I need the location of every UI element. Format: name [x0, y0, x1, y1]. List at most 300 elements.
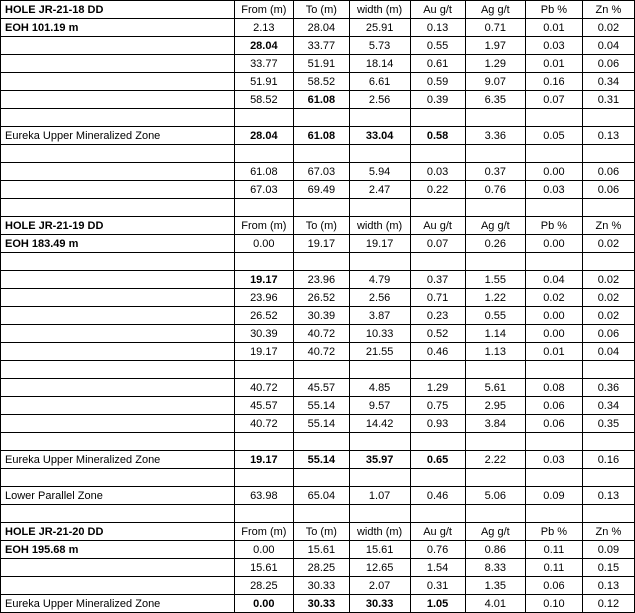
cell-pb: Pb % — [526, 523, 583, 541]
table-row — [1, 199, 635, 217]
cell-au: 0.65 — [410, 451, 465, 469]
table-row — [1, 145, 635, 163]
cell-ag: 0.55 — [465, 307, 525, 325]
cell-from: 33.77 — [234, 55, 293, 73]
cell-au — [410, 505, 465, 523]
cell-ag — [465, 433, 525, 451]
cell-width: 12.65 — [349, 559, 410, 577]
cell-from: 28.25 — [234, 577, 293, 595]
cell-label — [1, 181, 235, 199]
cell-ag: Ag g/t — [465, 523, 525, 541]
cell-pb: Pb % — [526, 217, 583, 235]
cell-ag: 3.84 — [465, 415, 525, 433]
cell-ag — [465, 145, 525, 163]
cell-width — [349, 109, 410, 127]
cell-from: 40.72 — [234, 379, 293, 397]
cell-pb: 0.06 — [526, 415, 583, 433]
table-row — [1, 91, 635, 109]
cell-au: 0.52 — [410, 325, 465, 343]
cell-label — [1, 199, 235, 217]
cell-to: 55.14 — [293, 451, 349, 469]
cell-zn: 0.06 — [582, 163, 634, 181]
cell-ag: 2.22 — [465, 451, 525, 469]
cell-from: 28.04 — [234, 37, 293, 55]
cell-ag: 0.86 — [465, 541, 525, 559]
cell-au: 0.23 — [410, 307, 465, 325]
cell-from: 30.39 — [234, 325, 293, 343]
cell-label — [1, 433, 235, 451]
cell-ag: 0.37 — [465, 163, 525, 181]
cell-width: 19.17 — [349, 235, 410, 253]
cell-label — [1, 469, 235, 487]
cell-label — [1, 271, 235, 289]
cell-width: 4.79 — [349, 271, 410, 289]
cell-width: 4.85 — [349, 379, 410, 397]
cell-width: width (m) — [349, 523, 410, 541]
cell-ag: 5.61 — [465, 379, 525, 397]
cell-ag: 9.07 — [465, 73, 525, 91]
cell-au: 0.37 — [410, 271, 465, 289]
cell-width — [349, 145, 410, 163]
cell-from: 19.17 — [234, 343, 293, 361]
cell-ag: 1.35 — [465, 577, 525, 595]
cell-width: 5.73 — [349, 37, 410, 55]
cell-pb: 0.05 — [526, 127, 583, 145]
cell-pb: 0.10 — [526, 595, 583, 613]
cell-width — [349, 433, 410, 451]
cell-pb: 0.01 — [526, 55, 583, 73]
cell-zn: 0.02 — [582, 235, 634, 253]
cell-to — [293, 109, 349, 127]
cell-label — [1, 307, 235, 325]
cell-pb — [526, 253, 583, 271]
cell-zn — [582, 199, 634, 217]
cell-to: 19.17 — [293, 235, 349, 253]
table-row — [1, 415, 635, 433]
table-row — [1, 487, 635, 505]
cell-from: 15.61 — [234, 559, 293, 577]
cell-to: 45.57 — [293, 379, 349, 397]
cell-to: 33.77 — [293, 37, 349, 55]
cell-width: 9.57 — [349, 397, 410, 415]
cell-au — [410, 109, 465, 127]
cell-width: width (m) — [349, 1, 410, 19]
cell-au: 0.58 — [410, 127, 465, 145]
cell-to: 69.49 — [293, 181, 349, 199]
cell-from: 0.00 — [234, 235, 293, 253]
cell-zn: 0.13 — [582, 127, 634, 145]
cell-au: Au g/t — [410, 1, 465, 19]
cell-pb — [526, 469, 583, 487]
cell-au: 0.76 — [410, 541, 465, 559]
cell-from: 51.91 — [234, 73, 293, 91]
cell-zn: 0.12 — [582, 595, 634, 613]
cell-au: 0.59 — [410, 73, 465, 91]
cell-label: HOLE JR-21-19 DD — [1, 217, 235, 235]
cell-label — [1, 361, 235, 379]
cell-from: 58.52 — [234, 91, 293, 109]
table-row — [1, 469, 635, 487]
cell-from: From (m) — [234, 217, 293, 235]
cell-zn: Zn % — [582, 523, 634, 541]
cell-au: 1.05 — [410, 595, 465, 613]
cell-to: 30.33 — [293, 577, 349, 595]
table-row — [1, 55, 635, 73]
cell-from — [234, 199, 293, 217]
cell-to: 23.96 — [293, 271, 349, 289]
cell-width: 35.97 — [349, 451, 410, 469]
cell-width: 30.33 — [349, 595, 410, 613]
cell-zn: 0.16 — [582, 451, 634, 469]
cell-from: 28.04 — [234, 127, 293, 145]
table-row — [1, 37, 635, 55]
cell-au: 1.29 — [410, 379, 465, 397]
cell-ag: 0.26 — [465, 235, 525, 253]
cell-ag: 0.76 — [465, 181, 525, 199]
cell-pb: 0.11 — [526, 541, 583, 559]
cell-zn — [582, 253, 634, 271]
cell-ag: 5.06 — [465, 487, 525, 505]
cell-ag — [465, 253, 525, 271]
cell-label — [1, 73, 235, 91]
cell-label — [1, 253, 235, 271]
cell-ag — [465, 505, 525, 523]
cell-au: 0.71 — [410, 289, 465, 307]
cell-label — [1, 559, 235, 577]
cell-ag — [465, 109, 525, 127]
cell-width: 14.42 — [349, 415, 410, 433]
cell-label: EOH 195.68 m — [1, 541, 235, 559]
cell-label — [1, 289, 235, 307]
cell-label — [1, 343, 235, 361]
cell-au: 0.31 — [410, 577, 465, 595]
cell-zn — [582, 433, 634, 451]
cell-ag: Ag g/t — [465, 217, 525, 235]
cell-label: Eureka Upper Mineralized Zone — [1, 127, 235, 145]
cell-from: 40.72 — [234, 415, 293, 433]
cell-label — [1, 55, 235, 73]
cell-au: 0.07 — [410, 235, 465, 253]
cell-label — [1, 37, 235, 55]
cell-pb: 0.16 — [526, 73, 583, 91]
cell-from: 63.98 — [234, 487, 293, 505]
cell-to: 61.08 — [293, 91, 349, 109]
cell-to: 15.61 — [293, 541, 349, 559]
cell-from — [234, 145, 293, 163]
table-row — [1, 577, 635, 595]
cell-label — [1, 577, 235, 595]
table-row — [1, 397, 635, 415]
cell-to: 26.52 — [293, 289, 349, 307]
cell-pb: 0.04 — [526, 271, 583, 289]
cell-ag: 3.36 — [465, 127, 525, 145]
cell-to: 40.72 — [293, 325, 349, 343]
cell-label: EOH 101.19 m — [1, 19, 235, 37]
cell-from: From (m) — [234, 523, 293, 541]
cell-pb: 0.03 — [526, 451, 583, 469]
cell-to — [293, 253, 349, 271]
cell-pb: 0.06 — [526, 397, 583, 415]
cell-to: 30.39 — [293, 307, 349, 325]
table-row — [1, 19, 635, 37]
cell-pb — [526, 505, 583, 523]
cell-from — [234, 433, 293, 451]
cell-from: 0.00 — [234, 595, 293, 613]
cell-label — [1, 145, 235, 163]
cell-ag: 0.71 — [465, 19, 525, 37]
cell-label — [1, 415, 235, 433]
cell-width: 25.91 — [349, 19, 410, 37]
cell-to: 67.03 — [293, 163, 349, 181]
cell-width — [349, 361, 410, 379]
cell-ag: 1.97 — [465, 37, 525, 55]
cell-pb: 0.03 — [526, 181, 583, 199]
cell-zn: 0.35 — [582, 415, 634, 433]
table-row — [1, 343, 635, 361]
cell-pb: 0.06 — [526, 577, 583, 595]
cell-au: 0.46 — [410, 487, 465, 505]
cell-ag: 4.01 — [465, 595, 525, 613]
cell-zn: 0.15 — [582, 559, 634, 577]
cell-label — [1, 109, 235, 127]
cell-pb — [526, 145, 583, 163]
cell-width: 15.61 — [349, 541, 410, 559]
cell-zn: Zn % — [582, 1, 634, 19]
cell-zn: 0.06 — [582, 325, 634, 343]
cell-to: To (m) — [293, 217, 349, 235]
cell-zn: 0.02 — [582, 19, 634, 37]
cell-from: 23.96 — [234, 289, 293, 307]
cell-label: Lower Parallel Zone — [1, 487, 235, 505]
table-row — [1, 127, 635, 145]
cell-width — [349, 253, 410, 271]
cell-zn: 0.06 — [582, 55, 634, 73]
cell-label: Eureka Upper Mineralized Zone — [1, 451, 235, 469]
cell-au: 1.54 — [410, 559, 465, 577]
cell-label — [1, 397, 235, 415]
cell-pb — [526, 199, 583, 217]
cell-width: 6.61 — [349, 73, 410, 91]
table-row — [1, 271, 635, 289]
cell-ag: 2.95 — [465, 397, 525, 415]
cell-width: width (m) — [349, 217, 410, 235]
cell-pb — [526, 361, 583, 379]
cell-ag: 1.22 — [465, 289, 525, 307]
cell-label: HOLE JR-21-20 DD — [1, 523, 235, 541]
cell-zn: 0.02 — [582, 307, 634, 325]
cell-pb: 0.01 — [526, 343, 583, 361]
cell-au — [410, 433, 465, 451]
cell-from — [234, 469, 293, 487]
cell-zn: 0.04 — [582, 343, 634, 361]
cell-au — [410, 469, 465, 487]
cell-to: 61.08 — [293, 127, 349, 145]
cell-zn — [582, 505, 634, 523]
cell-zn: 0.31 — [582, 91, 634, 109]
table-row — [1, 559, 635, 577]
cell-au: 0.39 — [410, 91, 465, 109]
cell-from — [234, 361, 293, 379]
cell-to — [293, 433, 349, 451]
cell-au — [410, 199, 465, 217]
table-row — [1, 253, 635, 271]
cell-ag: 1.14 — [465, 325, 525, 343]
table-row — [1, 181, 635, 199]
cell-pb: 0.09 — [526, 487, 583, 505]
cell-label — [1, 163, 235, 181]
cell-pb: 0.07 — [526, 91, 583, 109]
table-row — [1, 73, 635, 91]
cell-width: 2.56 — [349, 289, 410, 307]
cell-ag: Ag g/t — [465, 1, 525, 19]
cell-zn — [582, 109, 634, 127]
cell-pb: Pb % — [526, 1, 583, 19]
cell-ag: 1.13 — [465, 343, 525, 361]
cell-zn: 0.06 — [582, 181, 634, 199]
cell-to: To (m) — [293, 523, 349, 541]
cell-au: 0.61 — [410, 55, 465, 73]
cell-label — [1, 91, 235, 109]
cell-pb: 0.02 — [526, 289, 583, 307]
cell-to: 55.14 — [293, 415, 349, 433]
cell-from: 26.52 — [234, 307, 293, 325]
cell-to — [293, 505, 349, 523]
cell-ag: 8.33 — [465, 559, 525, 577]
cell-pb: 0.00 — [526, 235, 583, 253]
cell-zn — [582, 361, 634, 379]
cell-au: Au g/t — [410, 523, 465, 541]
table-row — [1, 505, 635, 523]
cell-pb: 0.03 — [526, 37, 583, 55]
cell-from: 61.08 — [234, 163, 293, 181]
cell-from: 19.17 — [234, 451, 293, 469]
cell-zn — [582, 469, 634, 487]
cell-label — [1, 379, 235, 397]
cell-au: 0.03 — [410, 163, 465, 181]
cell-to: 40.72 — [293, 343, 349, 361]
cell-pb — [526, 109, 583, 127]
cell-zn — [582, 145, 634, 163]
cell-zn: Zn % — [582, 217, 634, 235]
cell-to: 65.04 — [293, 487, 349, 505]
cell-pb: 0.00 — [526, 163, 583, 181]
table-row — [1, 541, 635, 559]
cell-to: 28.25 — [293, 559, 349, 577]
cell-to — [293, 145, 349, 163]
cell-width — [349, 469, 410, 487]
cell-from — [234, 505, 293, 523]
cell-from: From (m) — [234, 1, 293, 19]
cell-label: Eureka Upper Mineralized Zone — [1, 595, 235, 613]
cell-width — [349, 505, 410, 523]
cell-to: 28.04 — [293, 19, 349, 37]
cell-width: 2.56 — [349, 91, 410, 109]
table-row — [1, 325, 635, 343]
cell-au: 0.55 — [410, 37, 465, 55]
cell-ag: 1.55 — [465, 271, 525, 289]
cell-pb: 0.08 — [526, 379, 583, 397]
cell-width: 10.33 — [349, 325, 410, 343]
cell-au: 0.75 — [410, 397, 465, 415]
cell-zn: 0.36 — [582, 379, 634, 397]
cell-width: 5.94 — [349, 163, 410, 181]
table-row — [1, 289, 635, 307]
cell-label: HOLE JR-21-18 DD — [1, 1, 235, 19]
cell-zn: 0.09 — [582, 541, 634, 559]
cell-width: 18.14 — [349, 55, 410, 73]
cell-width: 3.87 — [349, 307, 410, 325]
cell-label — [1, 325, 235, 343]
cell-from: 0.00 — [234, 541, 293, 559]
cell-zn: 0.02 — [582, 289, 634, 307]
cell-au: 0.93 — [410, 415, 465, 433]
table-row — [1, 451, 635, 469]
table-row — [1, 1, 635, 19]
cell-to: 51.91 — [293, 55, 349, 73]
table-row — [1, 361, 635, 379]
cell-label — [1, 505, 235, 523]
cell-from: 45.57 — [234, 397, 293, 415]
table-row — [1, 217, 635, 235]
cell-zn: 0.34 — [582, 397, 634, 415]
table-row — [1, 109, 635, 127]
cell-to: 30.33 — [293, 595, 349, 613]
cell-pb: 0.01 — [526, 19, 583, 37]
cell-from: 67.03 — [234, 181, 293, 199]
cell-from: 19.17 — [234, 271, 293, 289]
cell-to: 55.14 — [293, 397, 349, 415]
table-row — [1, 379, 635, 397]
cell-width — [349, 199, 410, 217]
cell-pb — [526, 433, 583, 451]
cell-from — [234, 253, 293, 271]
cell-ag — [465, 361, 525, 379]
cell-ag: 1.29 — [465, 55, 525, 73]
cell-width: 21.55 — [349, 343, 410, 361]
table-row — [1, 523, 635, 541]
cell-to: 58.52 — [293, 73, 349, 91]
cell-au: Au g/t — [410, 217, 465, 235]
table-row — [1, 235, 635, 253]
cell-to — [293, 469, 349, 487]
table-row — [1, 307, 635, 325]
cell-to: To (m) — [293, 1, 349, 19]
cell-au: 0.46 — [410, 343, 465, 361]
table-row — [1, 433, 635, 451]
cell-au: 0.13 — [410, 19, 465, 37]
cell-au — [410, 361, 465, 379]
cell-au — [410, 145, 465, 163]
cell-pb: 0.00 — [526, 325, 583, 343]
cell-pb: 0.11 — [526, 559, 583, 577]
cell-ag — [465, 199, 525, 217]
cell-label: EOH 183.49 m — [1, 235, 235, 253]
cell-from: 2.13 — [234, 19, 293, 37]
cell-from — [234, 109, 293, 127]
cell-ag: 6.35 — [465, 91, 525, 109]
cell-width: 2.07 — [349, 577, 410, 595]
cell-zn: 0.02 — [582, 271, 634, 289]
cell-to — [293, 361, 349, 379]
cell-zn: 0.13 — [582, 577, 634, 595]
table-row — [1, 595, 635, 613]
cell-width: 1.07 — [349, 487, 410, 505]
table-body — [1, 1, 635, 613]
cell-au — [410, 253, 465, 271]
cell-zn: 0.34 — [582, 73, 634, 91]
cell-width: 2.47 — [349, 181, 410, 199]
cell-width: 33.04 — [349, 127, 410, 145]
